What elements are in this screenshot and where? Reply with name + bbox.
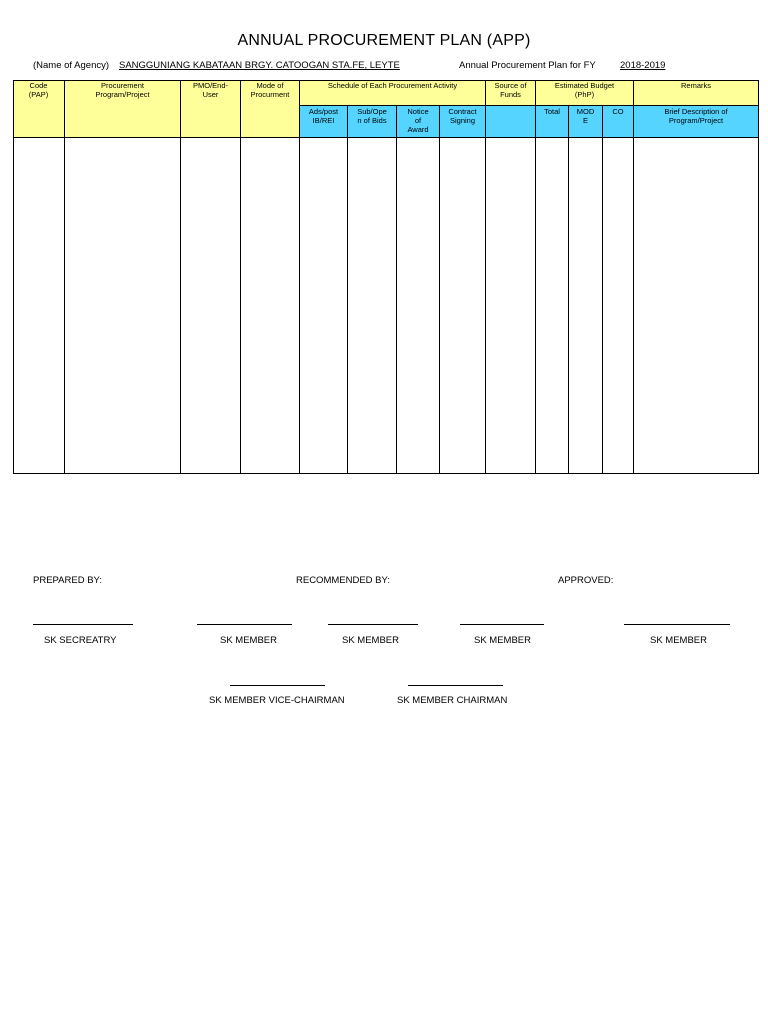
signatory-sk-member: SK MEMBER (650, 635, 708, 646)
signatory-sk-member: SK MEMBER (220, 635, 278, 646)
subheader-source-blank (486, 106, 536, 138)
subheader-notice: Notice of Award (397, 106, 440, 138)
body-col-total (536, 138, 569, 474)
signature-line (197, 624, 292, 625)
body-col-co (603, 138, 634, 474)
plan-fy-value: 2018-2019 (620, 60, 666, 71)
signatory-chairman: SK MEMBER CHAIRMAN (397, 695, 508, 706)
signatory-sk-secretary: SK SECREATRY (44, 635, 117, 646)
plan-fy-label: Annual Procurement Plan for FY (459, 60, 596, 71)
signatory-sk-member: SK MEMBER (342, 635, 400, 646)
signature-line (624, 624, 730, 625)
body-col-remarks (634, 138, 759, 474)
agency-name: SANGGUNIANG KABATAAN BRGY. CATOOGAN STA.FE, LEYTE (119, 60, 400, 71)
header-source: Source of Funds (486, 80, 536, 106)
signatory-vice-chairman: SK MEMBER VICE-CHAIRMAN (209, 695, 345, 706)
approved-label: APPROVED: (558, 575, 614, 586)
subheader-sub: Sub/Ope n of Bids (348, 106, 397, 138)
subheader-contract: Contract Signing (440, 106, 486, 138)
signature-line (408, 685, 503, 686)
header-schedule: Schedule of Each Procurement Activity (300, 80, 486, 106)
body-col-mooe (569, 138, 603, 474)
header-remarks: Remarks (634, 80, 759, 106)
subheader-ads: Ads/post IB/REI (300, 106, 348, 138)
header-program: Procurement Program/Project (65, 80, 181, 138)
body-col-program (65, 138, 181, 474)
signature-line (460, 624, 544, 625)
signature-line (328, 624, 418, 625)
body-col-contract (440, 138, 486, 474)
prepared-by-label: PREPARED BY: (33, 575, 102, 586)
body-col-source (486, 138, 536, 474)
signatory-sk-member: SK MEMBER (474, 635, 532, 646)
agency-label: (Name of Agency) (33, 60, 110, 71)
body-col-mode (241, 138, 300, 474)
body-col-sub (348, 138, 397, 474)
subheader-co: CO (603, 106, 634, 138)
header-code: Code (PAP) (13, 80, 65, 138)
body-col-code (13, 138, 65, 474)
signature-line (33, 624, 133, 625)
recommended-by-label: RECOMMENDED BY: (296, 575, 390, 586)
signature-line (230, 685, 325, 686)
page-title: ANNUAL PROCUREMENT PLAN (APP) (237, 32, 531, 49)
body-col-pmo (181, 138, 241, 474)
header-pmo: PMO/End- User (181, 80, 241, 138)
header-budget: Estimated Budget (PhP) (536, 80, 634, 106)
subheader-total: Total (536, 106, 569, 138)
body-col-notice (397, 138, 440, 474)
procurement-table (13, 80, 758, 473)
header-mode: Mode of Procurment (241, 80, 300, 138)
subheader-brief: Brief Description of Program/Project (634, 106, 759, 138)
body-col-ads (300, 138, 348, 474)
subheader-mooe: MOD E (569, 106, 603, 138)
